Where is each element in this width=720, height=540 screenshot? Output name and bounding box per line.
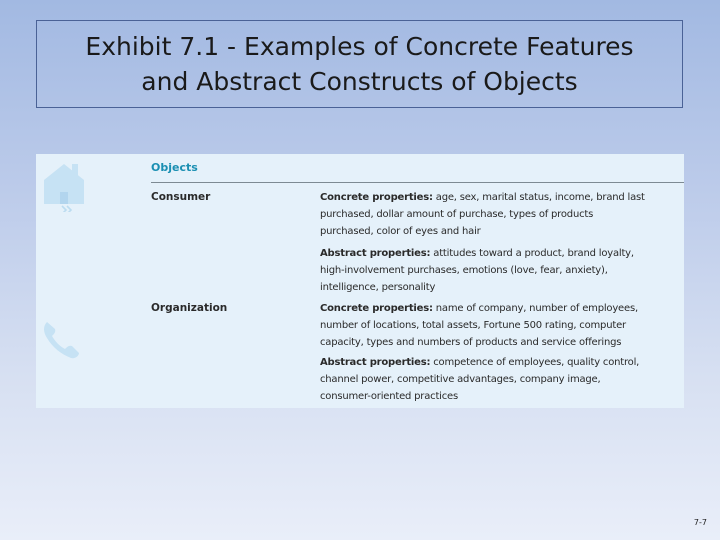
prop-label: Concrete properties:	[320, 303, 433, 314]
house-icon	[42, 160, 86, 212]
prop-line: high-involvement purchases, emotions (love, fear, anxiety),	[320, 265, 608, 276]
slide-title-line-1: Exhibit 7.1 - Examples of Concrete Features	[85, 32, 634, 61]
organization-abstract-properties	[320, 354, 682, 405]
prop-line: purchased, dollar amount of purchase, types of products	[320, 209, 594, 220]
organization-concrete-properties	[320, 300, 682, 351]
phone-icon	[41, 320, 81, 360]
prop-line	[320, 354, 682, 371]
prop-line	[320, 300, 682, 317]
prop-label: Abstract properties:	[320, 248, 431, 259]
objects-column-header: Objects	[151, 161, 198, 174]
consumer-abstract-properties	[320, 245, 682, 296]
slide-title-line-2: and Abstract Constructs of Objects	[141, 67, 578, 96]
header-divider	[151, 182, 684, 183]
consumer-concrete-properties	[320, 189, 682, 240]
prop-line: intelligence, personality	[320, 282, 436, 293]
prop-line: purchased, color of eyes and hair	[320, 226, 481, 237]
prop-text: name of company, number of employees,	[432, 303, 638, 314]
exhibit-table	[36, 154, 684, 408]
prop-text: competence of employees, quality control,	[430, 357, 640, 368]
slide-title	[36, 20, 683, 108]
prop-text: age, sex, marital status, income, brand last	[432, 192, 645, 203]
prop-line: consumer-oriented practices	[320, 391, 459, 402]
object-name-organization: Organization	[151, 302, 228, 314]
object-name-consumer: Consumer	[151, 191, 211, 203]
prop-label: Abstract properties:	[320, 357, 431, 368]
prop-label: Concrete properties:	[320, 192, 433, 203]
prop-line	[320, 189, 682, 206]
prop-text: attitudes toward a product, brand loyalty,	[430, 248, 634, 259]
prop-line	[320, 245, 682, 262]
slide-number: 7-7	[693, 518, 707, 527]
prop-line: number of locations, total assets, Fortune 500 rating, computer	[320, 320, 626, 331]
prop-line: channel power, competitive advantages, company image,	[320, 374, 601, 385]
prop-line: capacity, types and numbers of products and service offerings	[320, 337, 622, 348]
